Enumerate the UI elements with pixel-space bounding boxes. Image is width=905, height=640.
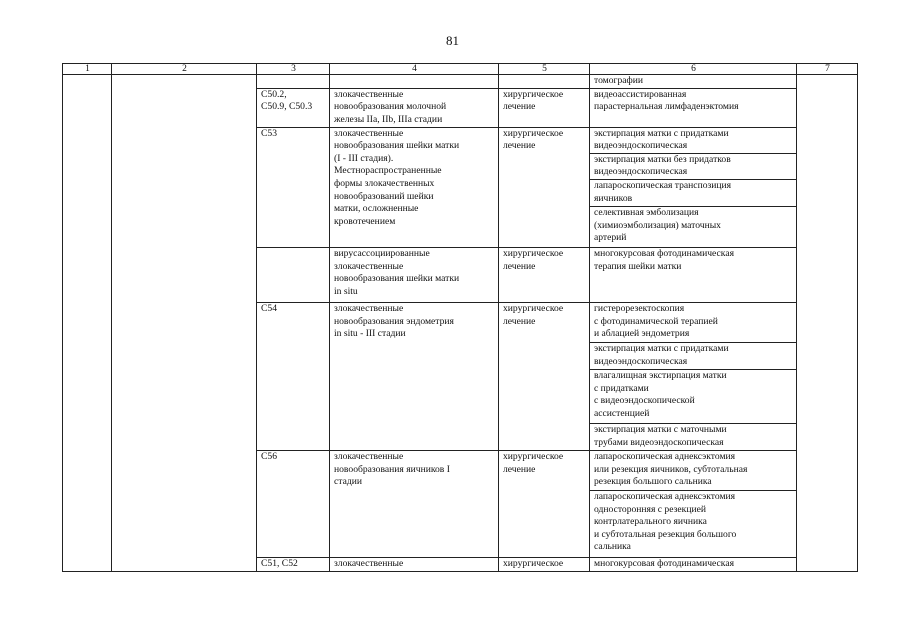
procedures-table (62, 63, 858, 572)
col-header-2: 2 (112, 64, 257, 75)
cell-col2 (112, 75, 257, 572)
cell-code: С54 (257, 302, 330, 450)
cell-treatment: хирургическое лечение (499, 302, 590, 450)
cell-treatment: хирургическое лечение (499, 127, 590, 247)
cell-diagnosis: вирусассоциированные злокачественные новообразования шейки матки in situ (330, 247, 499, 302)
cell-diagnosis: злокачественные новообразования яичников I стадии (330, 450, 499, 557)
cell-treatment: хирургическое (499, 557, 590, 571)
table-row (63, 75, 858, 89)
cell-treatment: хирургическое лечение (499, 247, 590, 302)
cell-method: экстирпация матки с маточными трубами видеоэндоскопическая (590, 423, 797, 450)
cell-method: многокурсовая фотодинамическая терапия шейки матки (590, 247, 797, 302)
cell-method: томографии (590, 75, 797, 89)
cell-diagnosis: злокачественные новообразования шейки матки (I - III стадия). Местнораспространенные формы злокачественных новообразований шейки матки, осложненные кровотечением (330, 127, 499, 247)
col-header-4: 4 (330, 64, 499, 75)
col-header-3: 3 (257, 64, 330, 75)
cell-code (257, 75, 330, 89)
cell-method: селективная эмболизация (химиоэмболизация) маточных артерий (590, 206, 797, 247)
cell-diagnosis (330, 75, 499, 89)
cell-method: влагалищная экстирпация матки с придатками с видеоэндоскопической ассистенцией (590, 369, 797, 423)
cell-diagnosis: злокачественные новообразования эндометрия in situ - III стадии (330, 302, 499, 450)
cell-col7 (797, 75, 858, 572)
page-number: 81 (446, 33, 459, 48)
col-header-6: 6 (590, 64, 797, 75)
cell-method: экстирпация матки без придатков видеоэндоскопическая (590, 153, 797, 179)
cell-treatment (499, 75, 590, 89)
cell-method: лапароскопическая транспозиция яичников (590, 179, 797, 206)
cell-col1 (63, 75, 112, 572)
cell-diagnosis: злокачественные (330, 557, 499, 571)
cell-code (257, 247, 330, 302)
cell-code: С51, С52 (257, 557, 330, 571)
cell-treatment: хирургическое лечение (499, 88, 590, 127)
cell-code: С56 (257, 450, 330, 557)
cell-diagnosis: злокачественные новообразования молочной железы IIa, IIb, IIIa стадии (330, 88, 499, 127)
cell-code: С50.2, С50.9, С50.3 (257, 88, 330, 127)
col-header-5: 5 (499, 64, 590, 75)
cell-method: экстирпация матки с придатками видеоэндоскопическая (590, 127, 797, 153)
cell-method: лапароскопическая аднексэктомия или резекция яичников, субтотальная резекция большого сальника (590, 450, 797, 490)
header-row (63, 64, 858, 75)
cell-treatment: хирургическое лечение (499, 450, 590, 557)
col-header-1: 1 (63, 64, 112, 75)
cell-code: С53 (257, 127, 330, 247)
cell-method: гистерорезектоскопия с фотодинамической терапией и аблацией эндометрия (590, 302, 797, 342)
cell-method: многокурсовая фотодинамическая (590, 557, 797, 571)
cell-method: экстирпация матки с придатками видеоэндоскопическая (590, 342, 797, 369)
cell-method: видеоассистированная парастернальная лимфаденэктомия (590, 88, 797, 127)
col-header-7: 7 (797, 64, 858, 75)
cell-method: лапароскопическая аднексэктомия односторонняя с резекцией контрлатерального яичника и субтотальная резекция большого сальника (590, 490, 797, 557)
